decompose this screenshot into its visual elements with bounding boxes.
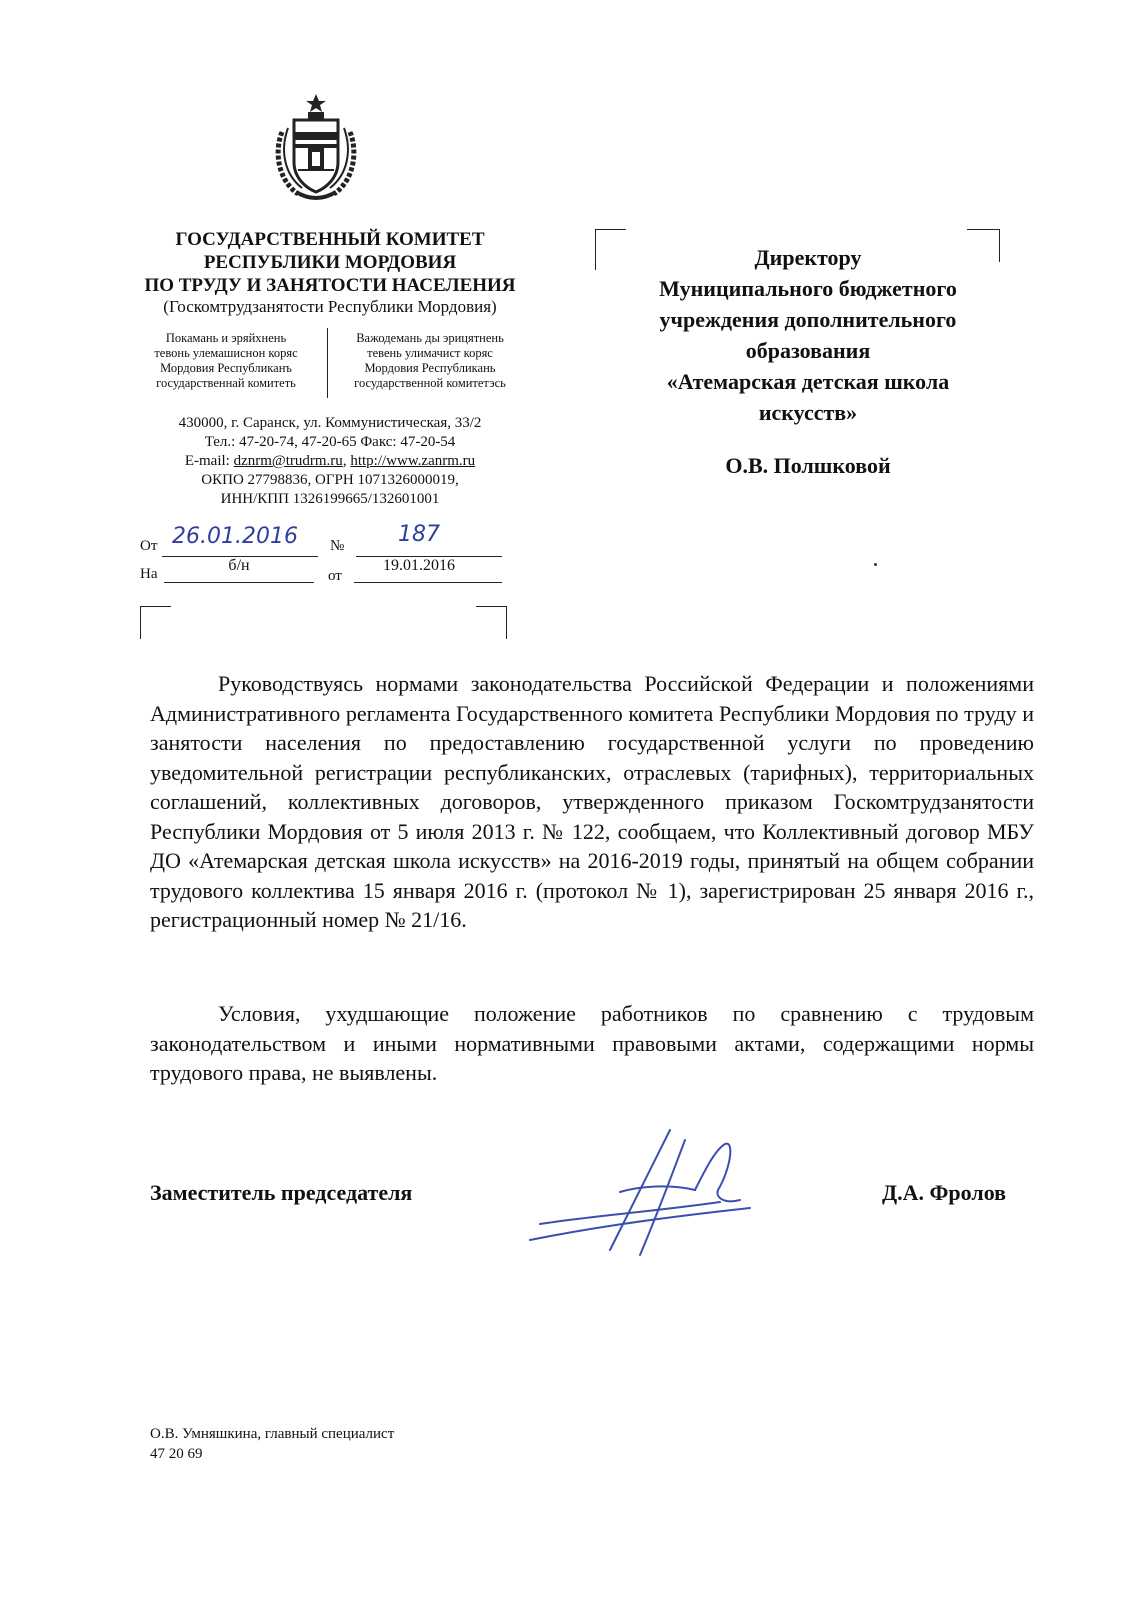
executor-name: О.В. Умняшкина, главный специалист: [150, 1426, 395, 1442]
corner-bracket-top-left: [140, 606, 171, 639]
erzya-line: государственной комитетэсь: [354, 376, 506, 390]
erzya-name-block: [332, 331, 528, 391]
stray-dot: [874, 563, 877, 566]
body-paragraph-1: Руководствуясь нормами законодательства Российской Федерации и положениями Административного регламента Государственного комитета Республики Мордовия по труду и занятости населения по предоставлению государственной услуги по проведению уведомительной регистрации республиканских, отраслевых (тарифных), территориальных соглашений, коллективных договоров, утвержденного приказом Госкомтрудзанятости Республики Мордовия от 5 июля 2013 г. № 122, сообщаем, что Коллективный договор МБУ ДО «Атемарская детская школа искусств» на 2016-2019 годы, принятый на общем собрании трудового коллектива 15 января 2016 г. (протокол № 1), зарегистрирован 25 января 2016 г., регистрационный номер № 21/16.: [150, 671, 1034, 932]
of-label: от: [328, 568, 342, 584]
moksha-line: Мордовия Республиканъ: [160, 361, 292, 375]
recipient-line: «Атемарская детская школа: [666, 369, 950, 394]
recipient-block: [620, 242, 996, 428]
signatory-position: Заместитель председателя: [150, 1180, 413, 1205]
sender-inn: ИНН/КПП 1326199665/132601001: [220, 491, 440, 507]
moksha-name-block: [130, 331, 322, 391]
recipient-line: учреждения дополнительного: [659, 307, 957, 332]
erzya-line: Мордовия Республикань: [364, 361, 496, 375]
coat-of-arms-emblem: [268, 92, 364, 204]
sender-address: 430000, г. Саранск, ул. Коммунистическая, 33/2: [178, 415, 482, 431]
executor-block: [150, 1424, 394, 1464]
handwritten-signature: [520, 1120, 760, 1260]
recipient-line: образования: [745, 338, 871, 363]
website-link[interactable]: http://www.zanrm.ru: [350, 453, 476, 469]
recipient-line: Муниципального бюджетного: [659, 276, 957, 301]
recipient-line: искусств»: [758, 400, 858, 425]
from-date-handwritten: 26.01.2016: [172, 524, 298, 549]
sender-okpo: ОКПО 27798836, ОГРН 1071326000019,: [201, 472, 459, 488]
signatory-name: Д.А. Фролов: [882, 1180, 1007, 1205]
sender-contacts: E-mail: dznrm@trudrm.ru, http://www.zanrm.ru: [184, 453, 476, 469]
sender-phones: Тел.: 47-20-74, 47-20-65 Факс: 47-20-54: [204, 434, 456, 450]
sender-org-line1: ГОСУДАРСТВЕННЫЙ КОМИТЕТ: [175, 229, 485, 250]
number-label: №: [330, 538, 345, 554]
body-paragraph-2: Условия, ухудшающие положение работников по сравнению с трудовым законодательством и иными нормативными правовыми актами, содержащими нормы трудового права, не выявлены.: [150, 1001, 1034, 1085]
executor-phone: 47 20 69: [150, 1446, 203, 1462]
moksha-line: государственнай комитеть: [156, 376, 296, 390]
on-value: б/н: [228, 557, 250, 574]
sender-org-short-name: (Госкомтрудзанятости Республики Мордовия): [163, 297, 497, 316]
email-link[interactable]: dznrm@trudrm.ru: [233, 453, 343, 469]
erzya-line: Важодемань ды эрицятнень: [356, 331, 504, 345]
erzya-line: тевень улимачист коряс: [367, 346, 493, 360]
from-label: От: [140, 538, 158, 554]
on-label: На: [140, 566, 158, 582]
corner-bracket-top-right: [476, 606, 507, 639]
of-date: 19.01.2016: [383, 557, 455, 574]
moksha-line: Покамань и эряйхнень: [165, 331, 287, 345]
recipient-name: О.В. Полшковой: [725, 453, 891, 478]
sender-org-line2: РЕСПУБЛИКИ МОРДОВИЯ: [203, 252, 457, 273]
column-divider: [327, 328, 328, 398]
recipient-line: Директору: [754, 245, 862, 270]
sender-address-block: [120, 414, 540, 509]
moksha-line: тевонь улемашиснон коряс: [154, 346, 298, 360]
sender-org-line3: ПО ТРУДУ И ЗАНЯТОСТИ НАСЕЛЕНИЯ: [144, 275, 516, 296]
number-handwritten: 187: [398, 522, 440, 547]
